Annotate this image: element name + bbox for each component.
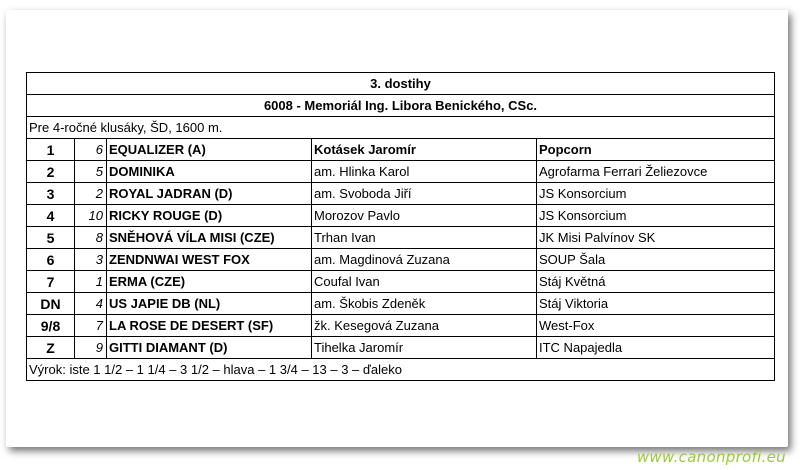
place-cell: 7 [27,271,75,293]
number-cell: 6 [75,139,107,161]
verdict-row [27,359,775,381]
race-title-row [27,73,775,95]
owner-cell: Popcorn [537,139,775,161]
number-cell: 4 [75,293,107,315]
horse-cell: GITTI DIAMANT (D) [107,337,312,359]
driver-cell: žk. Kesegová Zuzana [312,315,537,337]
table-row [27,139,775,161]
table-row [27,293,775,315]
driver-cell: am. Hlinka Karol [312,161,537,183]
race-conditions-row [27,117,775,139]
horse-cell: SNĚHOVÁ VÍLA MISI (CZE) [107,227,312,249]
number-cell: 2 [75,183,107,205]
driver-cell: am. Magdinová Zuzana [312,249,537,271]
place-cell: 3 [27,183,75,205]
race-verdict: Výrok: iste 1 1/2 – 1 1/4 – 3 1/2 – hlava – 1 3/4 – 13 – 3 – ďaleko [27,359,775,381]
race-results-table [26,72,775,381]
place-cell: 4 [27,205,75,227]
table-row [27,227,775,249]
table-row [27,183,775,205]
horse-cell: LA ROSE DE DESERT (SF) [107,315,312,337]
driver-cell: Morozov Pavlo [312,205,537,227]
number-cell: 3 [75,249,107,271]
owner-cell: ITC Napajedla [537,337,775,359]
horse-cell: US JAPIE DB (NL) [107,293,312,315]
owner-cell: West-Fox [537,315,775,337]
number-cell: 7 [75,315,107,337]
race-name: 6008 - Memoriál Ing. Libora Benického, CSc. [27,95,775,117]
table-row [27,205,775,227]
horse-cell: ERMA (CZE) [107,271,312,293]
place-cell: 2 [27,161,75,183]
place-cell: 1 [27,139,75,161]
owner-cell: JK Misi Palvínov SK [537,227,775,249]
table-row [27,337,775,359]
horse-cell: EQUALIZER (A) [107,139,312,161]
horse-cell: DOMINIKA [107,161,312,183]
place-cell: 9/8 [27,315,75,337]
owner-cell: JS Konsorcium [537,205,775,227]
owner-cell: Stáj Květná [537,271,775,293]
driver-cell: Tihelka Jaromír [312,337,537,359]
driver-cell: Trhan Ivan [312,227,537,249]
race-title: 3. dostihy [27,73,775,95]
driver-cell: Coufal Ivan [312,271,537,293]
owner-cell: Agrofarma Ferrari Želiezovce [537,161,775,183]
table-row [27,249,775,271]
race-conditions: Pre 4-ročné klusáky, ŠD, 1600 m. [27,117,775,139]
number-cell: 10 [75,205,107,227]
owner-cell: SOUP Šala [537,249,775,271]
table-row [27,315,775,337]
number-cell: 9 [75,337,107,359]
place-cell: DN [27,293,75,315]
horse-cell: RICKY ROUGE (D) [107,205,312,227]
place-cell: Z [27,337,75,359]
number-cell: 1 [75,271,107,293]
horse-cell: ZENDNWAI WEST FOX [107,249,312,271]
watermark-text: www.canonprofi.eu [636,448,786,466]
place-cell: 6 [27,249,75,271]
owner-cell: JS Konsorcium [537,183,775,205]
horse-cell: ROYAL JADRAN (D) [107,183,312,205]
driver-cell: Kotásek Jaromír [312,139,537,161]
race-name-row [27,95,775,117]
owner-cell: Stáj Viktoria [537,293,775,315]
table-row [27,271,775,293]
number-cell: 5 [75,161,107,183]
driver-cell: am. Škobis Zdeněk [312,293,537,315]
driver-cell: am. Svoboda Jiří [312,183,537,205]
place-cell: 5 [27,227,75,249]
table-row [27,161,775,183]
number-cell: 8 [75,227,107,249]
